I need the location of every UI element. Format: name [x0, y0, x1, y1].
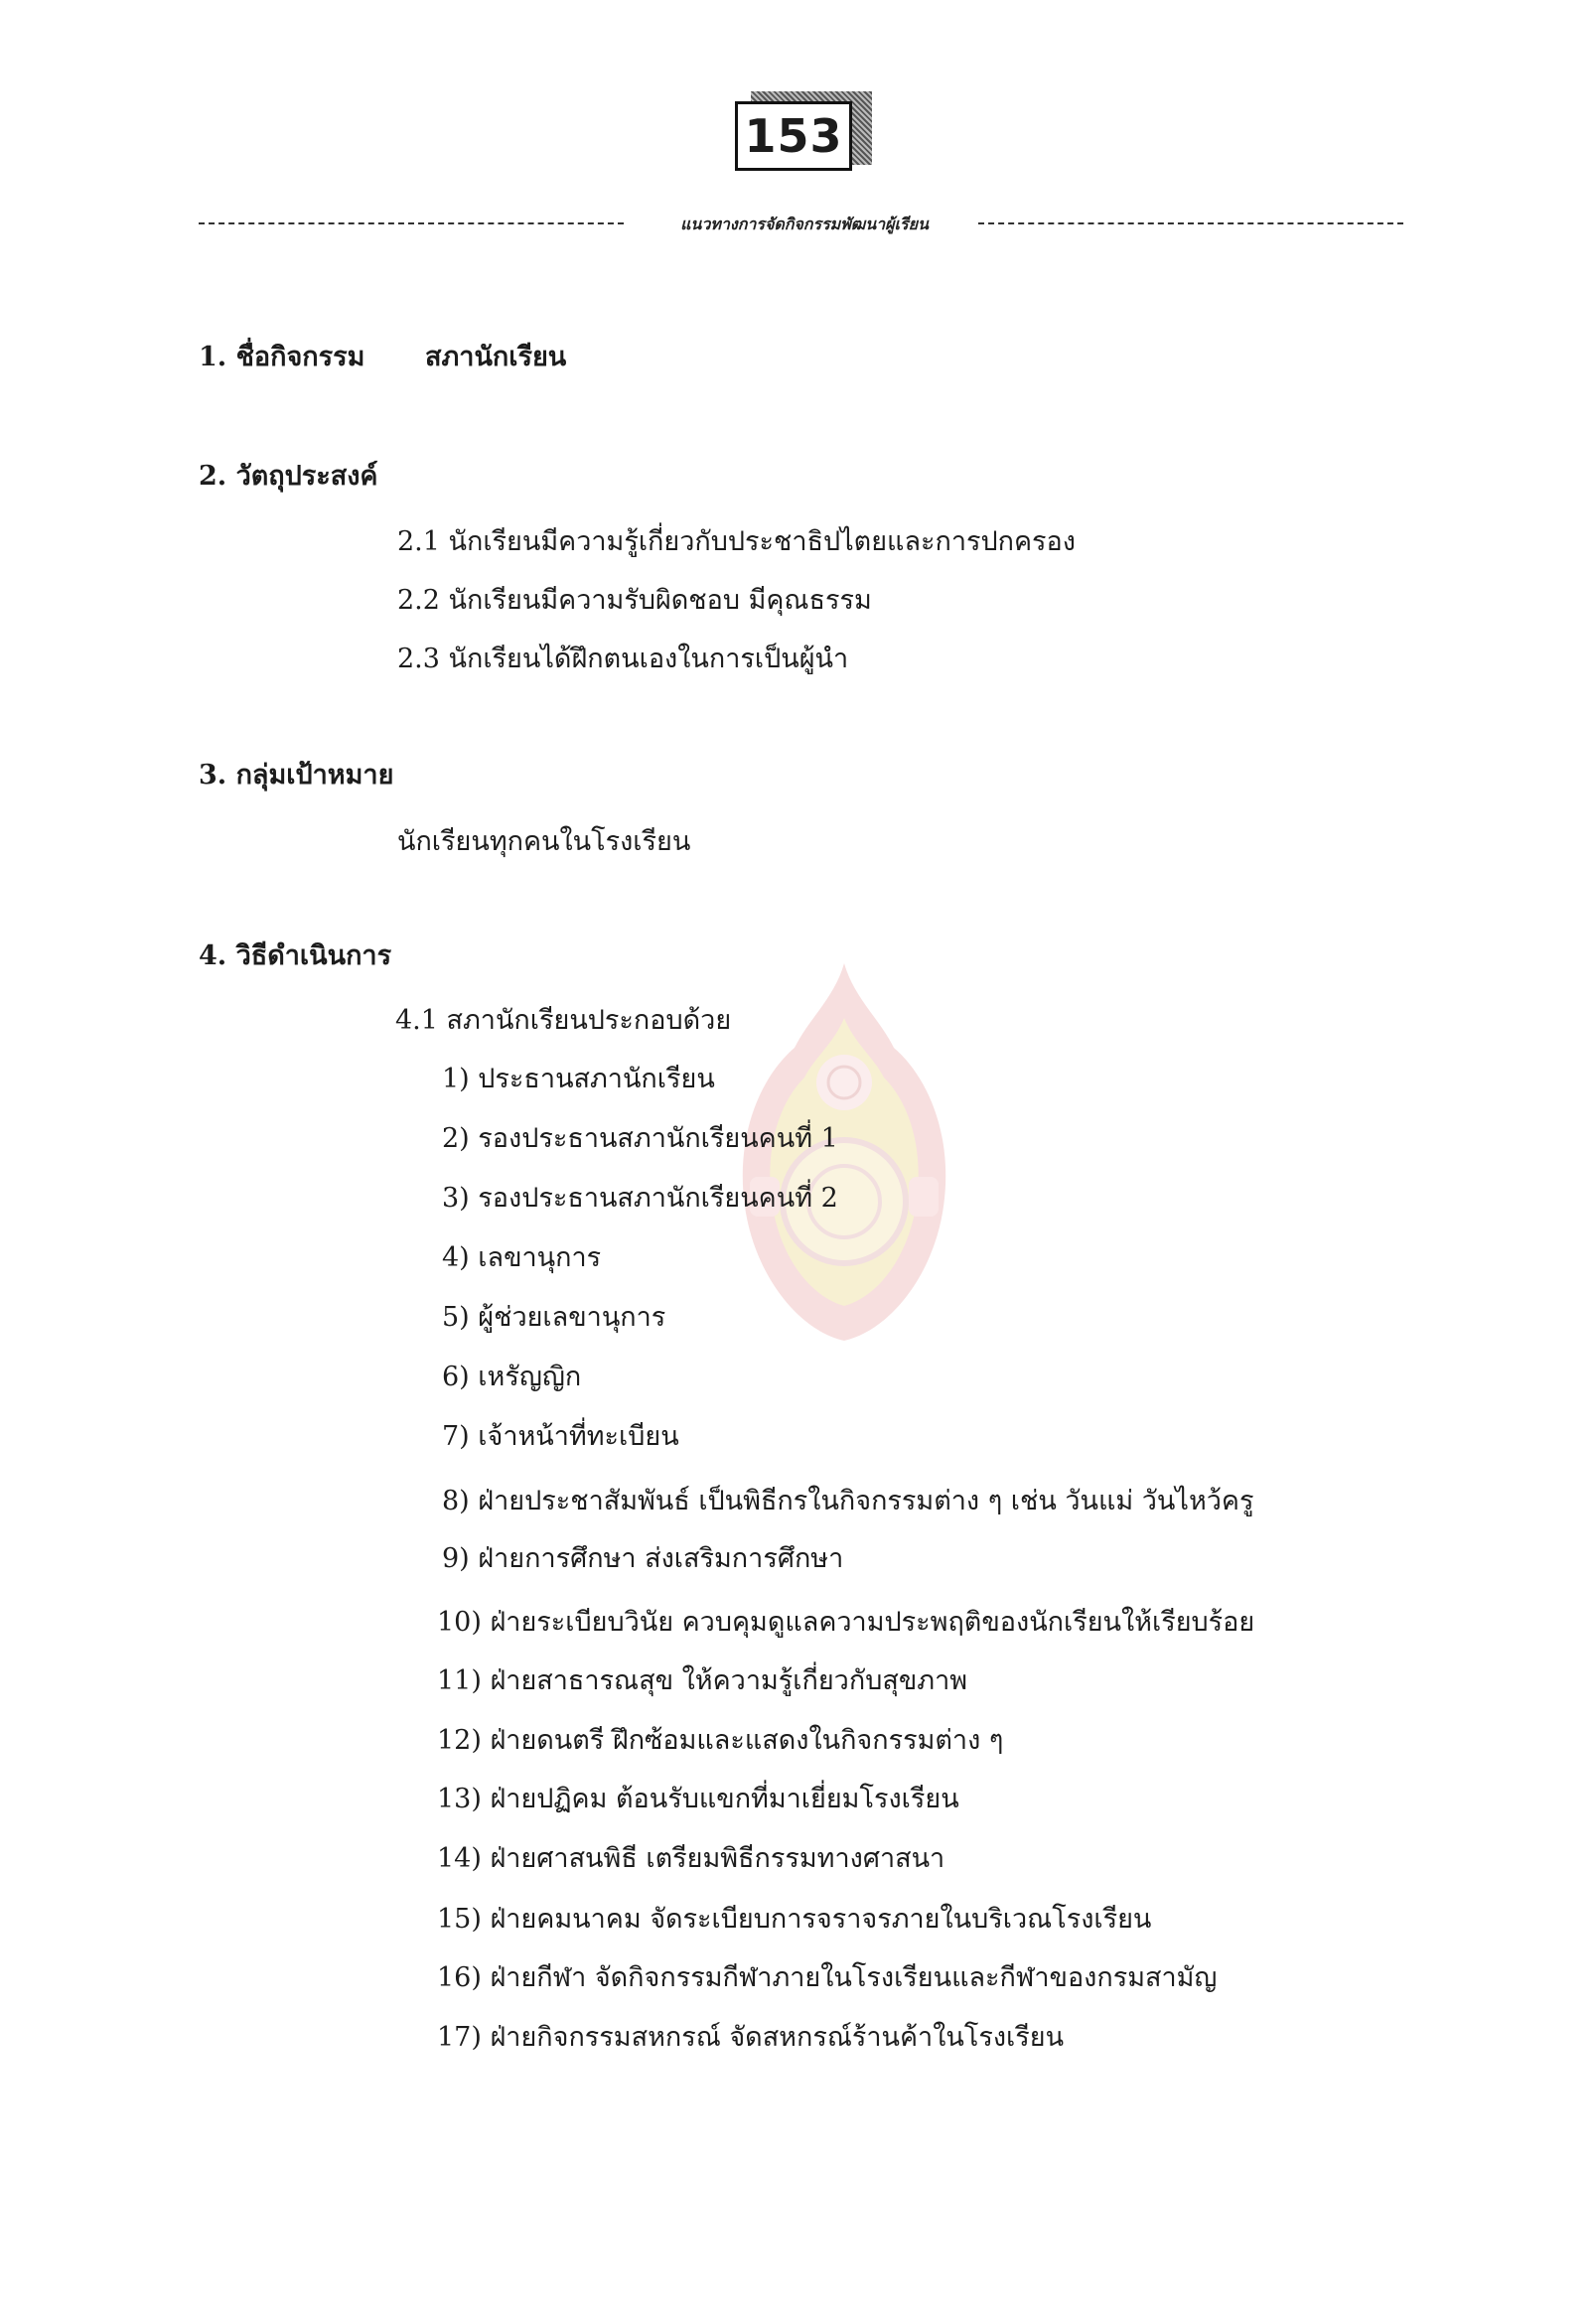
list-item: 16) ฝ่ายกีฬา จัดกิจกรรมกีฬาภายในโรงเรียนและกีฬาของกรมสามัญ: [437, 1962, 1218, 1993]
subsection-heading: 4.1 สภานักเรียนประกอบด้วย: [395, 1005, 732, 1036]
target-group-text: นักเรียนทุกคนในโรงเรียน: [397, 826, 691, 857]
list-item: 8) ฝ่ายประชาสัมพันธ์ เป็นพิธีกรในกิจกรรมต่าง ๆ เช่น วันแม่ วันไหว้ครู: [442, 1486, 1254, 1516]
list-item: 6) เหรัญญิก: [442, 1362, 582, 1392]
list-item: 15) ฝ่ายคมนาคม จัดระเบียบการจราจรภายในบริเวณโรงเรียน: [437, 1904, 1152, 1935]
list-item: 3) รองประธานสภานักเรียนคนที่ 2: [442, 1183, 838, 1214]
page-number: 153: [735, 101, 852, 171]
list-item: 9) ฝ่ายการศึกษา ส่งเสริมการศึกษา: [442, 1543, 844, 1574]
list-item: 14) ฝ่ายศาสนพิธี เตรียมพิธีกรรมทางศาสนา: [437, 1843, 945, 1874]
section4-heading: 4. วิธีดำเนินการ: [199, 940, 392, 971]
header-divider-right: [978, 222, 1403, 224]
list-item: 1) ประธานสภานักเรียน: [442, 1064, 715, 1094]
list-item: 7) เจ้าหน้าที่ทะเบียน: [442, 1421, 679, 1452]
objective-item: 2.1 นักเรียนมีความรู้เกี่ยวกับประชาธิปไตยและการปกครอง: [397, 526, 1076, 557]
header-divider-left: [199, 222, 624, 224]
section3-heading: 3. กลุ่มเป้าหมาย: [199, 760, 394, 791]
list-item: 10) ฝ่ายระเบียบวินัย ควบคุมดูแลความประพฤติของนักเรียนให้เรียบร้อย: [437, 1607, 1255, 1638]
running-title: แนวทางการจัดกิจกรรมพัฒนาผู้เรียน: [680, 215, 929, 233]
list-item: 12) ฝ่ายดนตรี ฝึกซ้อมและแสดงในกิจกรรมต่าง ๆ: [437, 1725, 1004, 1756]
list-item: 11) ฝ่ายสาธารณสุข ให้ความรู้เกี่ยวกับสุขภาพ: [437, 1665, 968, 1696]
list-item: 4) เลขานุการ: [442, 1242, 602, 1273]
list-item: 17) ฝ่ายกิจกรรมสหกรณ์ จัดสหกรณ์ร้านค้าในโรงเรียน: [437, 2022, 1065, 2053]
list-item: 2) รองประธานสภานักเรียนคนที่ 1: [442, 1123, 838, 1154]
list-item: 13) ฝ่ายปฏิคม ต้อนรับแขกที่มาเยี่ยมโรงเรียน: [437, 1784, 959, 1814]
section2-heading: 2. วัตถุประสงค์: [199, 461, 378, 492]
list-item: 5) ผู้ช่วยเลขานุการ: [442, 1302, 666, 1333]
objective-item: 2.2 นักเรียนมีความรับผิดชอบ มีคุณธรรม: [397, 585, 872, 616]
section1-label: 1. ชื่อกิจกรรม: [199, 342, 365, 372]
activity-name: สภานักเรียน: [425, 342, 567, 372]
objective-item: 2.3 นักเรียนได้ฝึกตนเองในการเป็นผู้นำ: [397, 644, 849, 674]
